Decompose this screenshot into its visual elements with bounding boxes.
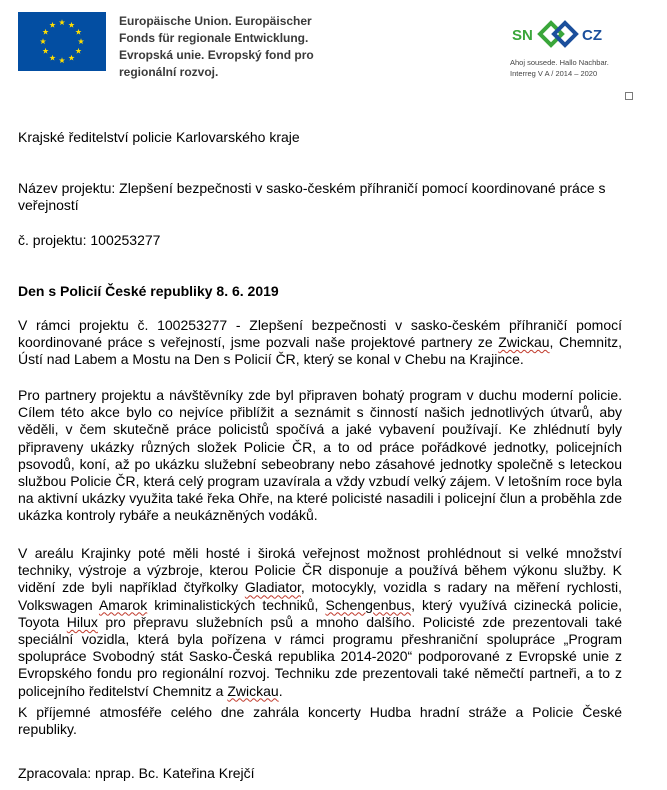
flagged-word: Gladiator: [244, 579, 301, 596]
logo-diamond-icon: [540, 23, 576, 45]
eu-flag-logo: [18, 12, 106, 71]
paragraph-4: K příjemné atmosféře celého dne zahrála koncerty Hudba hradní stráže a Policie České republiky.: [18, 704, 622, 738]
paragraph-1: V rámci projektu č. 100253277 - Zlepšení bezpečnosti v sasko-českém příhraničí pomocí koordinované práce s veřejností, jsme pozvali naše projektové partnery ze Zwickau, Chemnitz, Ústí nad Labem a Mostu na Den s Policií ČR, který se konal v Chebu na Krajince.: [18, 317, 622, 368]
interreg-logo: [510, 16, 620, 86]
logo-cz-text: CZ: [582, 27, 602, 44]
paragraph-3: V areálu Krajinky poté měli hosté i široká veřejnost možnost prohlédnout si velké množství techniky, výstroje a výzbroje, kterou Policie ČR disponuje a používá během výkonu služby. K vidění zde byli například čtyřkolky Gladiator, motocykly, vozidla s radary na měření rychlosti, Volkswagen Amarok kriminalistických techniků, Schengenbus, který využívá cizinecká policie, Toyota Hilux pro přepravu služebních psů a mnoho dalšího. Policisté zde prezentovali také speciální vozidla, která byla pořízena v rámci programu přeshraniční spolupráce „Program spolupráce Svobodný stát Sasko-Česká republika 2014-2020“ podporované z Evropské unie z Evropského fondu pro regionální rozvoj. Techniku zde prezentovali také němečtí partneři, a to z policejního ředitelství Chemnitz a Zwickau.: [18, 545, 623, 699]
flagged-word: Zwickau: [227, 682, 279, 699]
document-title: Den s Policií České republiky 8. 6. 2019: [18, 283, 279, 299]
paragraph-2: Pro partnery projektu a návštěvníky zde byl připraven bohatý program v duchu moderní policie. Cílem této akce bylo co nejvíce přiblížit a seznámit s činností našich jednotlivých útvarů, aby věděli, v čem skutečně práce policistů spočívá a jaké vybavení používají. Ke zhlédnutí byly připraveny ukázky různých složek Policie ČR, a to od práce pořádkové jednotky, policejních psovodů, koní, až po ukázku služební sebeobrany nebo zásahové jednotky společně s leteckou službou Policie ČR, která celý program uzavírala a vždy vzbudí velký zájem. V letošním roce byla na aktivní ukázky využita také řeka Ohře, na které policisté nasadili i policejní člun a proběhla zde ukázka kontroly rybáře a neukázněných vodáků.: [18, 387, 622, 524]
flagged-word: Amarok: [98, 596, 148, 613]
author-line: Zpracovala: nprap. Bc. Kateřina Krejčí: [18, 765, 255, 781]
interreg-slogan: Ahoj sousede. Hallo Nachbar.: [510, 58, 609, 67]
eu-text-line-2: Fonds für regionale Entwicklung.: [119, 31, 309, 45]
anchor-square-icon: [625, 92, 633, 100]
eu-text-line-3: Evropská unie. Evropský fond pro: [119, 48, 314, 62]
flagged-word: Hilux: [66, 613, 98, 630]
eu-funding-text: [119, 13, 339, 81]
flagged-word: Zwickau: [498, 334, 550, 351]
eu-text-line-1: Europäische Union. Europäischer: [119, 14, 312, 28]
org-name: Krajské ředitelství policie Karlovarského kraje: [18, 129, 300, 145]
flagged-word: Schengenbus: [325, 596, 412, 613]
eu-text-line-4: regionální rozvoj.: [119, 65, 219, 79]
logo-sn-text: SN: [512, 27, 533, 44]
interreg-program: Interreg V A / 2014 – 2020: [510, 69, 598, 78]
project-name: Název projektu: Zlepšení bezpečnosti v sasko-českém příhraničí pomocí koordinované práce s veřejností: [18, 180, 606, 214]
interreg-mark: [510, 16, 620, 56]
project-number: č. projektu: 100253277: [18, 232, 161, 248]
